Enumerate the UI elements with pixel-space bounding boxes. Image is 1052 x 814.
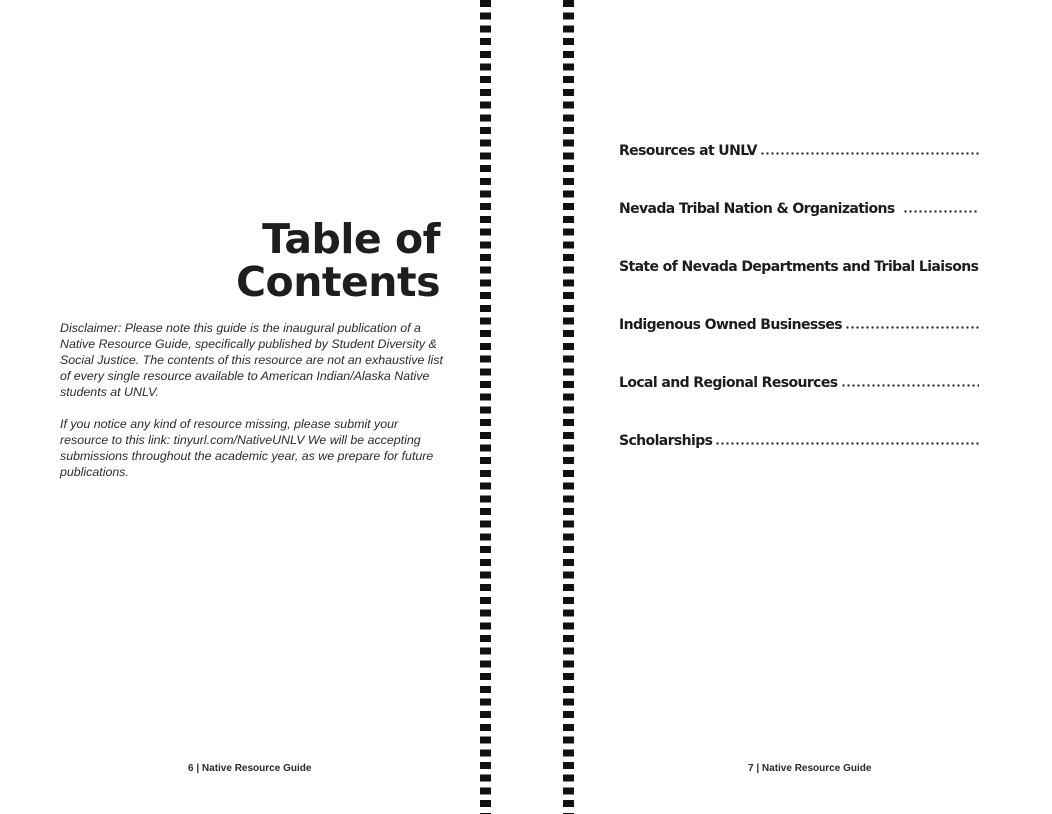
toc-item-label: Scholarships xyxy=(619,433,713,449)
title-line-2: Contents xyxy=(235,258,440,306)
disclaimer-paragraph: Disclaimer: Please note this guide is the inaugural publication of a Native Resource Guide, specifically published by Student Diversity & Social Justice. The contents of this resource are not an exhaustive list of every single resource available to American Indian/Alaska Native students at UNLV. xyxy=(60,321,443,399)
dot-leader xyxy=(760,152,979,155)
toc-item-nevada-tribal-nation[interactable] xyxy=(619,162,979,220)
toc-item-label: Resources at UNLV xyxy=(619,143,757,159)
toc-item-label: State of Nevada Departments and Tribal Liaisons xyxy=(619,259,979,275)
toc-item-local-and-regional[interactable] xyxy=(619,336,979,394)
page-footer-right: 7 | Native Resource Guide xyxy=(748,763,872,774)
toc-item-scholarships[interactable] xyxy=(619,394,979,452)
right-page xyxy=(526,0,1052,814)
title-line-1: Table of xyxy=(262,215,440,263)
toc-item-label: Local and Regional Resources xyxy=(619,375,838,391)
toc-item-label: Indigenous Owned Businesses xyxy=(619,317,842,333)
disclaimer xyxy=(60,320,444,496)
page-title xyxy=(235,215,440,306)
dot-leader xyxy=(715,442,979,445)
dot-leader xyxy=(845,326,979,329)
toc-item-state-of-nevada[interactable] xyxy=(619,220,979,278)
page-footer-left: 6 | Native Resource Guide xyxy=(188,763,312,774)
submission-paragraph: If you notice any kind of resource missing, please submit your resource to this link: tinyurl.com/NativeUNLV We will be accepting submissions throughout the academic year, as we prepare for future publications. xyxy=(60,417,434,479)
toc-item-label: Nevada Tribal Nation & Organizations xyxy=(619,201,895,217)
dot-leader xyxy=(841,384,980,387)
table-of-contents-list xyxy=(619,136,979,452)
toc-item-indigenous-owned-businesses[interactable] xyxy=(619,278,979,336)
spine-dash-strip-left xyxy=(480,0,491,814)
dot-leader xyxy=(903,210,979,213)
toc-item-resources-at-unlv[interactable] xyxy=(619,136,979,162)
